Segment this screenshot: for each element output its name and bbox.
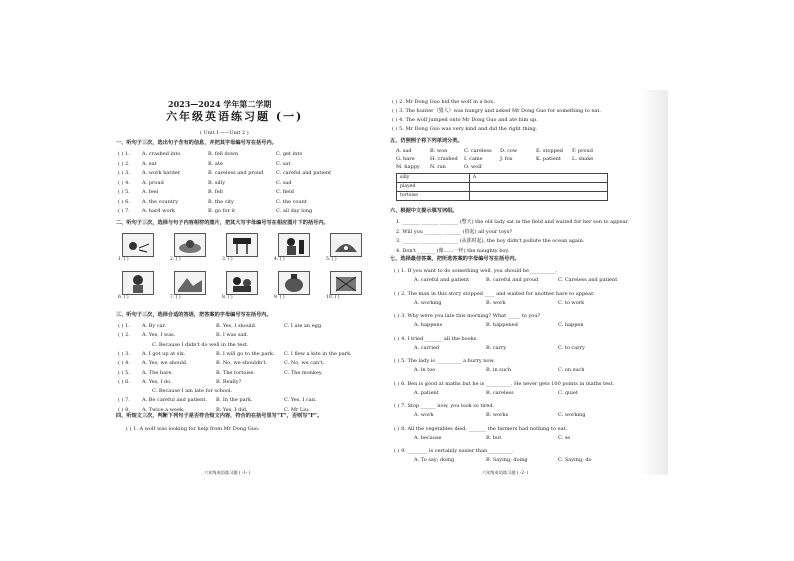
table-row — [397, 174, 608, 183]
s1-item-7-col-3: C. all day long — [276, 208, 313, 214]
s7-question-5: ( ) 5. The lady is __________ a hurry now. — [394, 358, 495, 364]
table-row — [397, 183, 608, 192]
s3-item-2-col-1: A. Yes, I was. — [142, 332, 176, 339]
picture-2-drawing — [175, 234, 205, 256]
s1-item-4-col-0: ( ) 4. — [118, 179, 130, 186]
picture-9-drawing — [279, 272, 309, 294]
s3-item-4-col-3: C. I flew a kite in the park. — [284, 350, 352, 357]
s7-option-a-7: A. work — [414, 412, 434, 418]
s3-item-9-col-0: ( ) 7. — [118, 397, 130, 404]
picture-9 — [278, 271, 310, 295]
word-D: D. cow — [500, 148, 518, 154]
word-H: H. crashed — [430, 156, 458, 162]
s7-option-a-9: A. To say; doing — [414, 457, 455, 463]
s3-item-5-col-3: C. No, we can't. — [284, 360, 325, 367]
s3-item-7-col-2: B. Really? — [216, 378, 242, 385]
s1-item-2-col-1: A. eat — [142, 160, 157, 167]
s6-item-1: 1. _______ _______ _______ (整天) the old lady sat in the field and waited for her son to appear. — [396, 219, 629, 225]
section-7-heading: 七、选择最佳答案，把所选答案的字母编号写在括号内。 — [390, 256, 520, 262]
word-C: C. careless — [464, 148, 492, 154]
s1-item-4-col-1: A. proud — [142, 179, 164, 186]
s1-item-6-col-1: A. the country — [142, 198, 179, 205]
s3-item-9-col-1: A. Be careful and patient. — [142, 397, 207, 404]
s1-item-5-col-2: B. fell — [208, 189, 223, 195]
s3-item-6-col-0: ( ) 5. — [118, 369, 130, 376]
s3-item-10-col-1: A. Twice a week. — [142, 406, 185, 413]
section-5-heading: 五、仿照例子将下列单词分类。 — [390, 138, 463, 144]
s7-option-c-7: C. working — [558, 412, 586, 418]
picture-label-6: 6. ( ) — [118, 295, 129, 300]
s1-item-7-col-0: ( ) 7. — [118, 208, 130, 214]
s1-item-1-col-2: B. fell down — [208, 151, 239, 157]
s7-option-a-2: A. working — [414, 299, 442, 306]
s7-option-b-1: B. careful and proud — [486, 277, 539, 283]
s1-item-1-col-0: ( ) 1. — [118, 151, 130, 157]
s7-option-a-6: A. patient — [414, 389, 439, 396]
s1-item-5-col-0: ( ) 5. — [118, 189, 130, 195]
word-L: L. snake — [572, 156, 594, 162]
picture-8 — [226, 271, 258, 295]
classification-table — [396, 173, 608, 201]
s3-item-4-col-0: ( ) 3. — [118, 350, 130, 357]
s1-item-6-col-0: ( ) 6. — [118, 198, 130, 205]
s6-item-3: 3. _______ _______ _______ (从那时起), the boy didn't pollute the ocean again. — [396, 238, 585, 244]
picture-1-drawing — [123, 234, 153, 256]
s4-item-2: ( ) 2. Mr Dong Guo hid the wolf in a box. — [392, 99, 495, 105]
title-year: 2023—2024 学年第二学期 — [168, 99, 272, 109]
word-A: A. sad — [396, 148, 412, 154]
s7-question-1: ( ) 1. If you want to do something well, you should be __________. — [394, 268, 558, 274]
word-E: E. stopped — [536, 148, 563, 154]
picture-3 — [226, 233, 258, 257]
s4-item-3: ( ) 3. The hunter（猎人）was hungry and asked Mr Dong Guo for something to eat. — [392, 108, 602, 114]
s3-item-10-col-3: C. Mr Liu. — [284, 406, 310, 413]
word-B: B. won — [430, 148, 448, 154]
s7-question-9: ( ) 9. ________ is certainly easier than__________. — [394, 448, 514, 454]
s1-item-2-col-0: ( ) 2. — [118, 160, 130, 167]
picture-7 — [174, 271, 206, 295]
word-I: I. came — [464, 156, 483, 162]
table-category: played — [397, 183, 470, 192]
word-O: O. wolf — [464, 164, 482, 170]
s3-item-3-col-1: C. Because I didn't do well in the test. — [152, 341, 249, 348]
picture-label-4: 4. ( ) — [274, 257, 285, 262]
s1-item-5-col-3: C. field — [276, 189, 294, 195]
s3-item-4-col-2: B. I will go to the park. — [216, 350, 275, 357]
s7-option-b-5: B. in such — [486, 367, 512, 373]
s3-item-7-col-0: ( ) 6. — [118, 378, 130, 385]
s7-option-c-4: C. to carry — [558, 344, 585, 351]
s1-item-4-col-3: C. sad — [276, 179, 292, 186]
section-3-heading: 三、听句子三次，选择合适的答语，把答案的字母编号写在括号内。 — [116, 312, 272, 318]
s1-item-3-col-1: A. work harder — [142, 170, 181, 176]
s3-item-5-col-0: ( ) 4. — [118, 360, 130, 367]
s3-item-2-col-0: ( ) 2. — [118, 332, 130, 339]
s3-item-6-col-1: A. The hare. — [142, 369, 174, 376]
left-page — [108, 95, 386, 480]
s7-option-a-3: A. happens — [414, 322, 443, 328]
picture-4-drawing — [279, 234, 309, 256]
s3-item-6-col-3: C. The monkey. — [284, 369, 323, 376]
s7-option-c-8: C. so — [558, 434, 571, 441]
s1-item-3-col-0: ( ) 3. — [118, 170, 130, 176]
table-category: tortoise — [397, 192, 470, 201]
s7-option-a-4: A. carried — [414, 344, 440, 351]
table-answer-cell[interactable] — [469, 192, 607, 201]
s7-question-2: ( ) 2. The man in this story stopped ____ and waited for another hare to appear. — [394, 290, 595, 297]
s1-item-6-col-3: C. the count — [276, 198, 307, 205]
s7-option-a-5: A. in too — [414, 367, 436, 373]
picture-label-2: 2. ( ) — [170, 257, 181, 262]
picture-3-drawing — [227, 234, 257, 256]
section-1-heading: 一、听句子三次，选出句子含有的信息，并把其字母编号写在括号内。 — [116, 140, 277, 146]
picture-label-5: 5. ( ) — [326, 257, 337, 262]
s3-item-4-col-1: A. I got up at six. — [142, 350, 186, 357]
s4-item-4: ( ) 4. The wolf jumped onto Mr Dong Guo and ate him up. — [392, 117, 538, 123]
s1-item-6-col-2: B. the city — [208, 198, 234, 205]
word-G: G. hare — [396, 156, 415, 162]
s3-item-5-col-2: B. No, we shouldn't. — [216, 360, 268, 367]
s7-option-b-8: B. but — [486, 434, 502, 441]
s3-item-5-col-1: A. Yes, we should. — [142, 360, 188, 367]
picture-6 — [122, 271, 154, 295]
picture-label-7: 7. ( ) — [170, 295, 181, 300]
section-4-item-1: ( ) 1. A wolf was looking for help from Mr Dong Guo. — [126, 426, 260, 432]
right-page — [390, 97, 642, 482]
s1-item-4-col-2: B. silly — [208, 179, 226, 186]
table-answer-cell[interactable]: A — [469, 174, 607, 183]
scan-shadow — [640, 90, 668, 475]
table-answer-cell[interactable] — [469, 183, 607, 192]
picture-2 — [174, 233, 206, 257]
picture-8-drawing — [227, 272, 257, 294]
s7-question-4: ( ) 4. I tried _______ all the books. — [394, 335, 478, 342]
s3-item-7-col-1: A. Yes, I do. — [142, 378, 172, 385]
s3-item-1-col-1: A. By car. — [142, 323, 167, 329]
s3-item-6-col-2: B. The tortoise. — [216, 369, 256, 376]
word-J: J. fox — [500, 156, 513, 162]
s1-item-1-col-3: C. get into — [276, 151, 303, 157]
s3-item-10-col-2: B. Yes, I did. — [216, 406, 248, 413]
word-F: F. proud — [572, 148, 593, 154]
s7-option-c-9: C. Saying; do — [558, 457, 592, 463]
picture-label-8: 8. ( ) — [222, 295, 233, 300]
s7-option-b-4: B. carry — [486, 344, 507, 351]
section-6-heading: 六、根据中文提示填写词组。 — [390, 208, 458, 214]
picture-label-10: 10. ( ) — [326, 295, 340, 300]
s1-item-5-col-1: A. feel — [142, 189, 159, 195]
s7-option-a-1: A. careful and patient — [414, 277, 470, 283]
s7-option-c-5: C. on such — [558, 367, 585, 373]
picture-1 — [122, 233, 154, 257]
s7-option-c-3: C. happen — [558, 322, 584, 328]
picture-label-3: 3. ( ) — [222, 257, 233, 262]
s7-option-b-3: B. happened — [486, 322, 518, 328]
picture-label-1: 1. ( ) — [118, 257, 129, 262]
s3-item-1-col-3: C. I ate an egg. — [284, 323, 323, 329]
picture-10 — [330, 271, 362, 295]
word-M: M. happy — [396, 164, 420, 170]
title-main: 六年级英语练习题 (一) — [166, 110, 304, 123]
s7-option-c-1: C. Careless and patient — [558, 277, 618, 283]
s7-option-b-6: B. careless — [486, 389, 514, 396]
s6-item-2: 2. Will you _______ _______ (拾起) all your toys? — [396, 228, 513, 235]
s3-item-1-col-2: B. Yes, I should. — [216, 323, 257, 329]
picture-5-drawing — [331, 234, 361, 256]
picture-5 — [330, 233, 362, 257]
s6-item-4: 4. Don't _______ (像……一样) the naughty boy. — [396, 247, 510, 254]
table-category: silly — [397, 174, 470, 183]
s7-option-c-2: C. to work — [558, 299, 585, 306]
s1-item-7-col-1: A. hard work — [142, 208, 175, 214]
s3-item-2-col-2: B. I was sad. — [216, 332, 249, 339]
s3-item-9-col-3: C. Yes, I can. — [284, 397, 317, 404]
page-footer-2: 六年级英语练习题 ( -2- ) — [482, 470, 529, 475]
s3-item-9-col-2: B. In the park. — [216, 397, 253, 404]
s4-item-5: ( ) 5. Mr Dong Guo was very kind and did the right thing. — [392, 126, 538, 132]
s1-item-7-col-2: B. go for it — [208, 208, 236, 214]
word-K: K. patient — [536, 156, 561, 162]
s7-question-7: ( ) 7. Stop ______ now, you look so tired. — [394, 403, 495, 409]
s1-item-3-col-2: B. careless and proud — [208, 170, 264, 176]
section-4-heading: 四、听短文三次，判断下列句子是否符合短文内容，符合的在括号里写“T”，否则写“F”。 — [116, 413, 323, 419]
s1-item-1-col-1: A. crashed into — [142, 151, 181, 157]
picture-4 — [278, 233, 310, 257]
section-2-heading: 二、听句子三次，选择与句子内容相符的图片，把其大写字母编号写在相应图片下的括号内。 — [116, 220, 329, 226]
s7-option-b-7: B. works — [486, 412, 509, 418]
s1-item-3-col-3: C. careful and patient — [276, 170, 332, 176]
picture-6-drawing — [123, 272, 153, 294]
s3-item-1-col-0: ( ) 1. — [118, 323, 130, 329]
s3-item-8-col-1: C. Because I am late for school. — [152, 388, 233, 395]
s7-option-a-8: A. because — [414, 434, 442, 441]
picture-label-9: 9. ( ) — [274, 295, 285, 300]
word-N: N. ran — [430, 164, 446, 170]
s7-question-3: ( ) 3. Why were you late this morning? What _____ to you? — [394, 313, 541, 319]
page-footer-1: 六年级英语练习题 ( -1- ) — [204, 470, 251, 475]
s7-option-b-9: B. Saying; doing — [486, 457, 528, 463]
s3-item-10-col-0: ( ) 8. — [118, 406, 130, 413]
table-row — [397, 192, 608, 201]
s7-question-8: ( ) 8. All the vegetables died, _______ the farmers had nothing to eat. — [394, 425, 568, 432]
picture-7-drawing — [175, 272, 205, 294]
s7-option-b-2: B. work — [486, 299, 506, 306]
s7-option-c-6: C. quiet — [558, 389, 578, 396]
s1-item-2-col-2: B. ate — [208, 160, 223, 167]
s1-item-2-col-3: C. sat — [276, 160, 291, 167]
picture-10-drawing — [331, 272, 361, 294]
title-units: ( Unit 1——Unit 2 ) — [200, 130, 249, 136]
s7-question-6: ( ) 6. Ben is good at maths but he is __________. He never gets 100 points in maths test. — [394, 380, 615, 387]
